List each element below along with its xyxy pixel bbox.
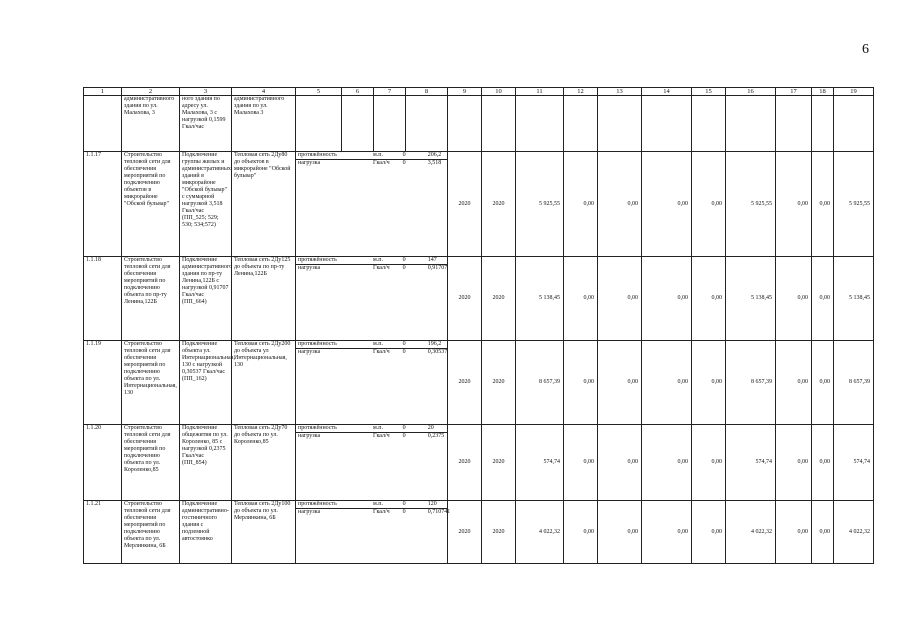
- param-unit: Гкал/ч: [372, 433, 390, 439]
- cell-description: Тепловая сеть 2Ду100 до объекта по ул. Мерлинкина, 6Б: [232, 501, 296, 564]
- cell-c19: 5 925,55: [834, 152, 874, 257]
- cell-c15: 0,00: [692, 341, 726, 425]
- cell-c17: 0,00: [776, 341, 812, 425]
- cell-c19: 5 138,45: [834, 257, 874, 341]
- header-cell: 8: [406, 88, 448, 96]
- cell-name: Строительство тепловой сети для обеспечения мероприятий по подключению объекта по ул. Интернациональная, 130: [122, 341, 180, 425]
- header-cell: 5: [296, 88, 342, 96]
- cell-c18: 0,00: [812, 341, 834, 425]
- header-cell: 15: [692, 88, 726, 96]
- param-unit: м.п.: [371, 152, 401, 160]
- cell-c13: 0,00: [598, 257, 642, 341]
- continuation-row: [84, 96, 874, 152]
- param-name: нагрузка: [298, 160, 321, 166]
- indicator-row: [296, 257, 447, 265]
- cell: [482, 96, 516, 152]
- cell-c18: 0,00: [812, 425, 834, 501]
- cell-c17: 0,00: [776, 257, 812, 341]
- param-base: 0: [401, 257, 426, 265]
- cell-year-end: 2020: [482, 257, 516, 341]
- cell: [84, 96, 122, 152]
- param-base: 0: [402, 160, 406, 166]
- cell-c13: 0,00: [598, 501, 642, 564]
- param-unit: Гкал/ч: [372, 349, 390, 355]
- param-unit: Гкал/ч: [372, 265, 390, 271]
- param-base: 0: [402, 265, 406, 271]
- cell-id: 1.1.18: [84, 257, 122, 341]
- cell-c15: 0,00: [692, 425, 726, 501]
- param-base: 0: [402, 349, 406, 355]
- param-value: 206,2: [426, 152, 447, 160]
- header-cell: 12: [564, 88, 598, 96]
- indicator-row: [296, 349, 447, 357]
- cell-purpose: Подключение административно-гостиничного здания с подземной автостоянко: [180, 501, 232, 564]
- indicator-row: [296, 341, 447, 349]
- cell: [776, 96, 812, 152]
- cell-indicators: [296, 257, 448, 341]
- indicator-table: [296, 257, 447, 272]
- cell-c13: 0,00: [598, 341, 642, 425]
- cell-total: 5 138,45: [516, 257, 564, 341]
- cell-purpose: Подключение административного здания по пр-ту Ленина,122Б с нагрузкой 0,91707 Гкал/час (ПП_664): [180, 257, 232, 341]
- cell: [726, 96, 776, 152]
- param-base: 0: [402, 509, 406, 515]
- cell-c12: 0,00: [564, 341, 598, 425]
- indicator-row: [296, 509, 447, 517]
- param-unit: м.п.: [371, 341, 401, 349]
- indicator-table: [296, 425, 447, 440]
- header-cell: 14: [642, 88, 692, 96]
- cell-indicators: [296, 501, 451, 564]
- param-name: нагрузка: [298, 509, 321, 515]
- cell-total: 574,74: [516, 425, 564, 501]
- cell-c15: 0,00: [692, 152, 726, 257]
- cell: [374, 96, 406, 152]
- cell-year-end: 2020: [482, 501, 516, 564]
- param-value: 3,518: [427, 160, 442, 166]
- param-base: 0: [401, 152, 426, 160]
- param-value: 20: [426, 425, 447, 433]
- header-cell: 6: [342, 88, 374, 96]
- cell-c15: 0,00: [692, 501, 726, 564]
- cell-c14: 0,00: [642, 501, 692, 564]
- cell-description: Тепловая сеть 2Ду125 до объекта по пр-ту Ленина,122Б: [232, 257, 296, 341]
- cell: [406, 96, 448, 152]
- header-cell: 4: [232, 88, 296, 96]
- param-name: протяжённость: [296, 341, 371, 349]
- cell-description: Тепловая сеть 2Ду200 до объекта ул Интернациональная, 130: [232, 341, 296, 425]
- investment-table: [83, 87, 874, 564]
- param-name: протяжённость: [296, 501, 371, 509]
- cell-description: Тепловая сеть 2Ду80 до объектов в микрорайоне "Обской бульвар": [232, 152, 296, 257]
- header-cell: 7: [374, 88, 406, 96]
- cell: [812, 96, 834, 152]
- cell-total: 8 657,39: [516, 341, 564, 425]
- param-name: нагрузка: [298, 433, 321, 439]
- cell-c17: 0,00: [776, 425, 812, 501]
- param-unit: Гкал/ч: [372, 509, 390, 515]
- param-base: 0: [401, 341, 426, 349]
- table-row: [84, 257, 874, 341]
- cell-c13: 0,00: [598, 425, 642, 501]
- cell: [516, 96, 564, 152]
- cell-description: Тепловая сеть 2Ду70 до объекта по ул. Короленко,85: [232, 425, 296, 501]
- cell: [598, 96, 642, 152]
- param-value: 120: [426, 501, 447, 509]
- cell-year-end: 2020: [482, 341, 516, 425]
- cell-c13: 0,00: [598, 152, 642, 257]
- indicator-row: [296, 425, 447, 433]
- cell-purpose: Подключение группы жилых и административных зданий в микрорайоне "Обской бульвар" с суммарной нагрузкой 3,518 Гкал/час (ПП_525; 529; 530; 534;572): [180, 152, 232, 257]
- indicator-table: [296, 501, 451, 516]
- header-cell: 18: [812, 88, 834, 96]
- indicator-table: [296, 341, 447, 356]
- param-unit: м.п.: [371, 501, 401, 509]
- cell: [642, 96, 692, 152]
- table-row: [84, 425, 874, 501]
- cell-c12: 0,00: [564, 425, 598, 501]
- cell-c16: 4 022,32: [726, 501, 776, 564]
- header-cell: 9: [448, 88, 482, 96]
- indicator-table: [296, 152, 447, 167]
- cell-id: 1.1.17: [84, 152, 122, 257]
- param-base: 0: [401, 425, 426, 433]
- cell-c16: 5 925,55: [726, 152, 776, 257]
- cell: [834, 96, 874, 152]
- param-base: 0: [401, 501, 426, 509]
- param-value: 147: [426, 257, 447, 265]
- cell-purpose: Подключение объекта ул. Интернациональная, 130 с нагрузкой 0,30537 Гкал/час (ПП_162): [180, 341, 232, 425]
- header-cell: 3: [180, 88, 232, 96]
- cell-name: Строительство тепловой сети для обеспечения мероприятий по подключению объектов в микрорайоне "Обской бульвар": [122, 152, 180, 257]
- cell-c18: 0,00: [812, 501, 834, 564]
- header-row: [84, 88, 874, 96]
- param-unit: м.п.: [371, 425, 401, 433]
- cell-c19: 8 657,39: [834, 341, 874, 425]
- indicator-row: [296, 160, 447, 168]
- param-unit: Гкал/ч: [372, 160, 390, 166]
- cell-purpose: Подключение общежития по ул. Короленко, 85 с нагрузкой 0,2375 Гкал/час (ПП_854): [180, 425, 232, 501]
- indicator-row: [296, 501, 447, 509]
- page-number: 6: [862, 42, 869, 57]
- param-value: 0,30537: [427, 349, 448, 355]
- indicator-row: [296, 433, 447, 441]
- header-cell: 11: [516, 88, 564, 96]
- cell-c16: 5 138,45: [726, 257, 776, 341]
- cell-total: 4 022,32: [516, 501, 564, 564]
- param-base: 0: [402, 433, 406, 439]
- cell-year-start: 2020: [448, 257, 482, 341]
- table-row: [84, 341, 874, 425]
- cell-c14: 0,00: [642, 425, 692, 501]
- header-cell: 17: [776, 88, 812, 96]
- cell-total: 5 925,55: [516, 152, 564, 257]
- param-name: нагрузка: [298, 265, 321, 271]
- header-cell: 2: [122, 88, 180, 96]
- header-cell: 10: [482, 88, 516, 96]
- cell-c14: 0,00: [642, 257, 692, 341]
- cell-year-start: 2020: [448, 152, 482, 257]
- param-unit: м.п.: [371, 257, 401, 265]
- cell-c19: 4 022,32: [834, 501, 874, 564]
- header-cell: 16: [726, 88, 776, 96]
- param-value: 196,2: [426, 341, 447, 349]
- param-name: протяжённость: [296, 152, 371, 160]
- cell-c19: 574,74: [834, 425, 874, 501]
- cell-id: 1.1.20: [84, 425, 122, 501]
- cell-description: административного здания по ул. Малахова 3: [232, 96, 296, 152]
- param-value: 0,710741: [427, 509, 451, 515]
- param-value: 0,2375: [427, 433, 445, 439]
- cell-year-start: 2020: [448, 425, 482, 501]
- cell-purpose: ного здания по адресу ул. Малахова, 3 с нагрузкой 0,1599 Гкал/час: [180, 96, 232, 152]
- indicator-row: [296, 265, 447, 273]
- cell-indicators: [296, 152, 448, 257]
- cell-name: Строительство тепловой сети для обеспечения мероприятий по подключению объекта по ул. Короленко,85: [122, 425, 180, 501]
- cell-id: 1.1.19: [84, 341, 122, 425]
- cell-year-end: 2020: [482, 425, 516, 501]
- cell-year-start: 2020: [448, 501, 482, 564]
- cell-c18: 0,00: [812, 152, 834, 257]
- cell-c12: 0,00: [564, 501, 598, 564]
- table-row: [84, 501, 874, 564]
- cell-year-end: 2020: [482, 152, 516, 257]
- param-value: 0,91707: [427, 265, 448, 271]
- cell-c18: 0,00: [812, 257, 834, 341]
- cell: [342, 96, 374, 152]
- param-name: протяжённость: [296, 257, 371, 265]
- cell-c16: 8 657,39: [726, 341, 776, 425]
- cell-name: Строительство тепловой сети для обеспечения мероприятий по подключению объекта по ул. Мерлинкина, 6Б: [122, 501, 180, 564]
- cell-c15: 0,00: [692, 257, 726, 341]
- header-cell: 1: [84, 88, 122, 96]
- cell-indicators: [296, 341, 448, 425]
- cell-c14: 0,00: [642, 152, 692, 257]
- cell-c16: 574,74: [726, 425, 776, 501]
- cell-id: 1.1.21: [84, 501, 122, 564]
- cell-c17: 0,00: [776, 501, 812, 564]
- cell-c17: 0,00: [776, 152, 812, 257]
- cell-name: Строительство тепловой сети для обеспечения мероприятий по подключению объекта по пр-ту Ленина,122Б: [122, 257, 180, 341]
- header-cell: 19: [834, 88, 874, 96]
- cell-c14: 0,00: [642, 341, 692, 425]
- cell-c12: 0,00: [564, 257, 598, 341]
- indicator-row: [296, 152, 447, 160]
- cell: [448, 96, 482, 152]
- param-name: протяжённость: [296, 425, 371, 433]
- cell: [564, 96, 598, 152]
- cell: [296, 96, 342, 152]
- cell: [692, 96, 726, 152]
- cell-indicators: [296, 425, 448, 501]
- param-name: нагрузка: [298, 349, 321, 355]
- cell-year-start: 2020: [448, 341, 482, 425]
- cell-c12: 0,00: [564, 152, 598, 257]
- table-row: [84, 152, 874, 257]
- cell-name: административного здания по ул. Малахова, 3: [122, 96, 180, 152]
- header-cell: 13: [598, 88, 642, 96]
